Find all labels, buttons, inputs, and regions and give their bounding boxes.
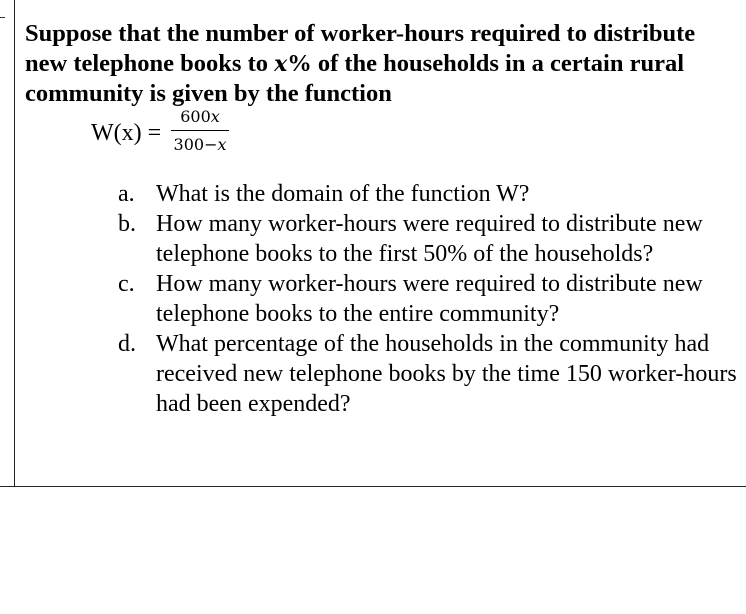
question-letter: d.: [118, 331, 136, 357]
cell-divider: [14, 0, 15, 487]
problem-statement: [25, 19, 740, 109]
problem-intro-part1: Suppose that the number of worker-hours required to distribute new telephone books to: [25, 20, 696, 77]
question-letter: b.: [118, 211, 136, 237]
question-text: How many worker-hours were required to distribute new telephone books to the first 50% of the households?: [156, 211, 703, 267]
question-item: [118, 209, 743, 269]
question-text: How many worker-hours were required to distribute new telephone books to the entire community?: [156, 271, 703, 327]
question-item: [118, 329, 743, 419]
formula-denominator: 300−x: [173, 135, 227, 154]
question-item: [118, 269, 743, 329]
question-text: What percentage of the households in the community had received new telephone books by the time 150 worker-hours had been expended?: [156, 331, 737, 417]
question-list: [118, 179, 743, 419]
formula-numerator: 600x: [180, 107, 220, 126]
formula-lhs: W(x) =: [91, 120, 162, 146]
question-letter: c.: [118, 271, 135, 297]
question-text: What is the domain of the function W?: [156, 181, 530, 207]
question-item: [118, 179, 743, 209]
fraction-bar: [171, 130, 229, 131]
question-letter: a.: [118, 181, 135, 207]
problem-variable: x: [274, 51, 288, 77]
stub-mark: [0, 17, 5, 18]
problem-intro-part2: % of the households in a certain rural community is given by the function: [25, 50, 685, 107]
